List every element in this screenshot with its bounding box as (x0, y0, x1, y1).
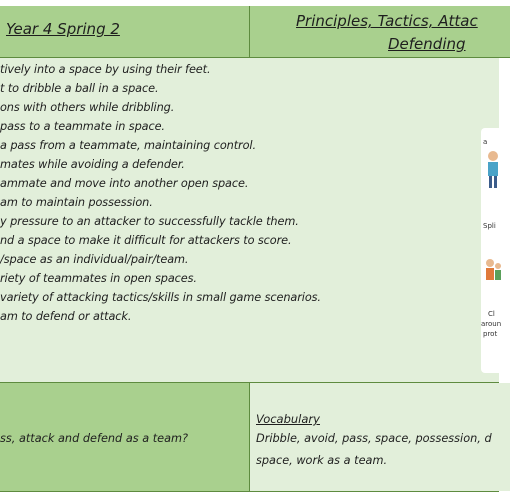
objective-item: nd a space to make it difficult for attackers to score. (0, 234, 292, 247)
vocabulary-line: Dribble, avoid, pass, space, possession, d (256, 432, 492, 445)
objective-item: /space as an individual/pair/team. (0, 253, 189, 266)
objective-item: pass to a teammate in space. (0, 120, 165, 133)
objective-item: t to dribble a ball in a space. (0, 82, 159, 95)
objective-item: tively into a space by using their feet. (0, 63, 211, 76)
unit-title: Year 4 Spring 2 (6, 20, 120, 38)
objective-item: riety of teammates in open spaces. (0, 272, 197, 285)
header-right-cell (250, 6, 510, 58)
card-caption: Spli (483, 222, 496, 230)
vocabulary-heading: Vocabulary (256, 412, 320, 426)
card-caption: aroun (481, 320, 502, 328)
card-caption: Cl (488, 310, 495, 318)
objective-item: variety of attacking tactics/skills in small game scenarios. (0, 291, 321, 304)
card-caption: prot (483, 330, 498, 338)
objective-item: mates while avoiding a defender. (0, 158, 185, 171)
objective-item: a pass from a teammate, maintaining control. (0, 139, 256, 152)
objective-item: y pressure to an attacker to successfully tackle them. (0, 215, 299, 228)
objective-item: ammate and move into another open space. (0, 177, 249, 190)
key-question: ss, attack and defend as a team? (0, 432, 189, 445)
topic-title-line1: Principles, Tactics, Attac (296, 12, 478, 30)
activity-card (481, 128, 506, 373)
children-figure-icon (484, 258, 502, 288)
card-caption: a (483, 138, 488, 146)
table-bottom-border (0, 491, 499, 492)
vocabulary-line: space, work as a team. (256, 454, 388, 467)
objective-item: am to defend or attack. (0, 310, 132, 323)
objective-item: ons with others while dribbling. (0, 101, 175, 114)
child-figure-icon (484, 150, 502, 190)
objective-item: am to maintain possession. (0, 196, 153, 209)
topic-title-line2: Defending (388, 35, 466, 53)
header-left-cell (0, 6, 250, 58)
